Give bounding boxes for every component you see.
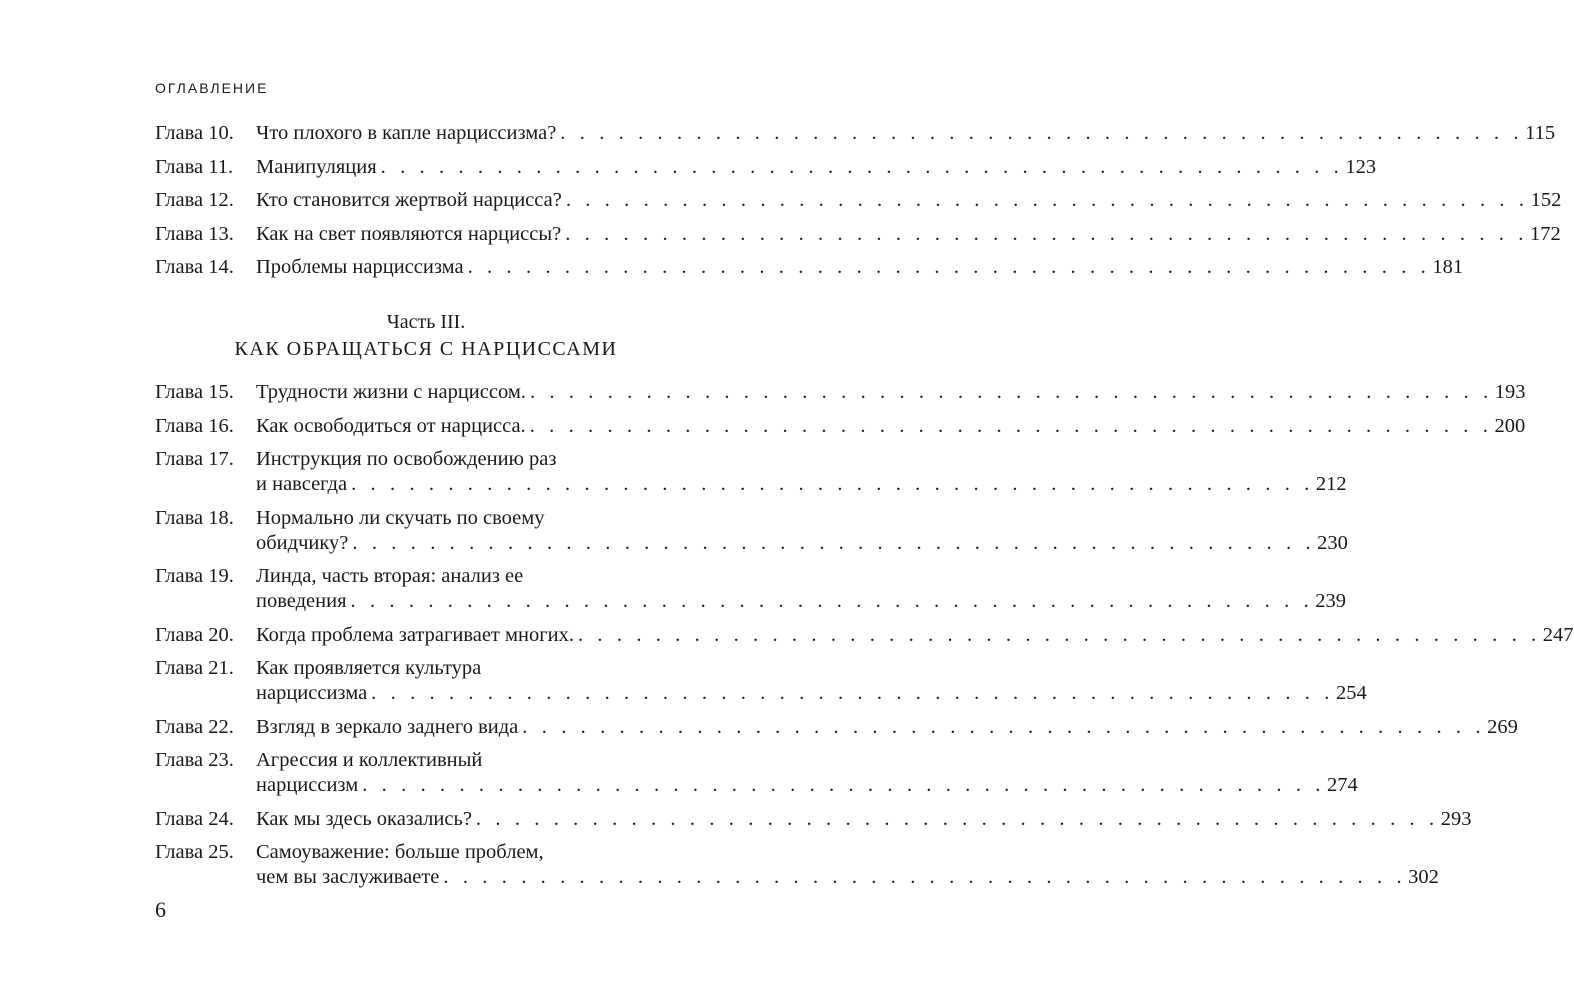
dot-leader: . . . . . . . . . . . . . . . . . . . . . . . . . . . . . . . . . . . . . . . . . . . . . . . . . . (351, 473, 1314, 495)
toc-entry[interactable] (155, 381, 1526, 403)
chapter-number: Глава 25. (155, 841, 234, 863)
chapter-title: Кто становится жертвой нарцисса? (256, 189, 562, 211)
chapter-title-continued: и навсегда (256, 473, 348, 495)
chapter-number: Глава 24. (155, 807, 234, 830)
page-number: 193 (1494, 381, 1526, 403)
page-number: 115 (1525, 122, 1556, 144)
chapter-title-continued: чем вы заслуживаете (256, 866, 440, 888)
dot-leader: . . . . . . . . . . . . . . . . . . . . . . . . . . . . . . . . . . . . . . . . . . . . . . . . . . (529, 381, 1493, 403)
chapter-title-continued: обидчику? (256, 531, 349, 554)
dot-leader: . . . . . . . . . . . . . . . . . . . . . . . . . . . . . . . . . . . . . . . . . . . . . . . . . . (467, 256, 1431, 278)
chapter-title: Проблемы нарциссизма (256, 256, 464, 278)
chapter-title-continued: нарциссизма (256, 682, 368, 704)
chapter-number: Глава 22. (155, 715, 234, 738)
part-title: КАК ОБРАЩАТЬСЯ С НАРЦИССАМИ (234, 338, 618, 360)
toc-entry[interactable] (155, 189, 1562, 211)
page-number: 239 (1315, 590, 1347, 612)
page-number: 200 (1494, 414, 1526, 437)
chapter-title: Когда проблема затрагивает многих. (256, 623, 574, 646)
chapter-number: Глава 17. (155, 448, 234, 470)
toc-entry[interactable] (155, 657, 1367, 704)
dot-leader: . . . . . . . . . . . . . . . . . . . . . . . . . . . . . . . . . . . . . . . . . . . . . . . . . . (529, 414, 1493, 437)
dot-leader: . . . . . . . . . . . . . . . . . . . . . . . . . . . . . . . . . . . . . . . . . . . . . . . . . . (443, 866, 1407, 888)
toc-part3-list (155, 381, 1574, 888)
chapter-number: Глава 21. (155, 657, 234, 679)
dot-leader: . . . . . . . . . . . . . . . . . . . . . . . . . . . . . . . . . . . . . . . . . . . . . . . . . . (565, 222, 1528, 245)
chapter-title: Манипуляция (256, 155, 377, 178)
toc-entry[interactable] (155, 841, 1439, 888)
page-number: 152 (1530, 189, 1562, 211)
dot-leader: . . . . . . . . . . . . . . . . . . . . . . . . . . . . . . . . . . . . . . . . . . . . . . . . . . (560, 122, 1524, 144)
toc-entry[interactable] (155, 623, 1574, 646)
chapter-number: Глава 12. (155, 189, 234, 211)
page-number: 247 (1542, 623, 1574, 646)
chapter-title: Как мы здесь оказались? (256, 807, 472, 830)
page-number: 274 (1327, 774, 1358, 796)
page-number: 123 (1345, 155, 1377, 178)
chapter-number: Глава 19. (155, 565, 234, 587)
page-number: 269 (1487, 715, 1518, 738)
page-number: 172 (1529, 222, 1561, 245)
chapter-number: Глава 11. (155, 155, 234, 178)
page-number: 254 (1335, 682, 1367, 704)
chapter-title: Как на свет появляются нарциссы? (256, 222, 562, 245)
folio-page-number: 6 (155, 897, 166, 922)
chapter-number: Глава 13. (155, 222, 234, 245)
part-number: Часть III. (386, 311, 466, 333)
dot-leader: . . . . . . . . . . . . . . . . . . . . . . . . . . . . . . . . . . . . . . . . . . . . . . . . . . (577, 623, 1541, 646)
page-number: 230 (1317, 531, 1348, 554)
chapter-title: Агрессия и коллективный (256, 749, 483, 771)
chapter-title: Трудности жизни с нарциссом. (256, 381, 526, 403)
chapter-number: Глава 18. (155, 506, 234, 529)
chapter-title-continued: поведения (256, 590, 347, 612)
dot-leader: . . . . . . . . . . . . . . . . . . . . . . . . . . . . . . . . . . . . . . . . . . . . . . . . . . (371, 682, 1334, 704)
toc-entry[interactable] (155, 448, 1347, 495)
dot-leader: . . . . . . . . . . . . . . . . . . . . . . . . . . . . . . . . . . . . . . . . . . . . . . . . . . (362, 774, 1325, 796)
chapter-title: Как проявляется культура (256, 657, 482, 679)
toc-entry[interactable] (155, 506, 1348, 554)
chapter-title: Нормально ли скучать по своему (256, 506, 545, 529)
toc-entry[interactable] (155, 155, 1377, 178)
dot-leader: . . . . . . . . . . . . . . . . . . . . . . . . . . . . . . . . . . . . . . . . . . . . . . . . . . (565, 189, 1529, 211)
chapter-number: Глава 15. (155, 381, 234, 403)
toc-entry[interactable] (155, 222, 1561, 245)
toc-entry[interactable] (155, 715, 1518, 738)
dot-leader: . . . . . . . . . . . . . . . . . . . . . . . . . . . . . . . . . . . . . . . . . . . . . . . . . . (350, 590, 1314, 612)
page-number: 181 (1432, 256, 1464, 278)
chapter-number: Глава 14. (155, 256, 234, 278)
toc-entry[interactable] (155, 414, 1526, 437)
toc-entry[interactable] (155, 122, 1556, 144)
chapter-title-continued: нарциссизм (256, 774, 359, 796)
toc-part2-list (155, 122, 1562, 278)
running-header: ОГЛАВЛЕНИЕ (155, 80, 269, 96)
toc-entry[interactable] (155, 256, 1464, 278)
page-number: 212 (1315, 473, 1347, 495)
chapter-title: Что плохого в капле нарциссизма? (256, 122, 557, 144)
chapter-title: Самоуважение: больше проблем, (256, 841, 544, 863)
dot-leader: . . . . . . . . . . . . . . . . . . . . . . . . . . . . . . . . . . . . . . . . . . . . . . . . . . (475, 807, 1439, 830)
part-heading (155, 310, 697, 364)
chapter-title: Линда, часть вторая: анализ ее (256, 565, 524, 587)
chapter-number: Глава 10. (155, 122, 234, 144)
chapter-title: Инструкция по освобождению раз (256, 448, 557, 470)
chapter-number: Глава 16. (155, 414, 234, 437)
page-number: 302 (1408, 866, 1439, 888)
toc-entry[interactable] (155, 565, 1347, 612)
dot-leader: . . . . . . . . . . . . . . . . . . . . . . . . . . . . . . . . . . . . . . . . . . . . . . . . . . (522, 715, 1486, 738)
chapter-number: Глава 20. (155, 623, 234, 646)
dot-leader: . . . . . . . . . . . . . . . . . . . . . . . . . . . . . . . . . . . . . . . . . . . . . . . . . . (380, 155, 1344, 178)
toc-entry[interactable] (155, 749, 1358, 796)
page-number: 293 (1440, 807, 1472, 830)
dot-leader: . . . . . . . . . . . . . . . . . . . . . . . . . . . . . . . . . . . . . . . . . . . . . . . . . . (352, 531, 1316, 554)
chapter-number: Глава 23. (155, 749, 234, 771)
chapter-title: Взгляд в зеркало заднего вида (256, 715, 519, 738)
toc-entry[interactable] (155, 807, 1472, 830)
chapter-title: Как освободиться от нарцисса. (256, 414, 526, 437)
